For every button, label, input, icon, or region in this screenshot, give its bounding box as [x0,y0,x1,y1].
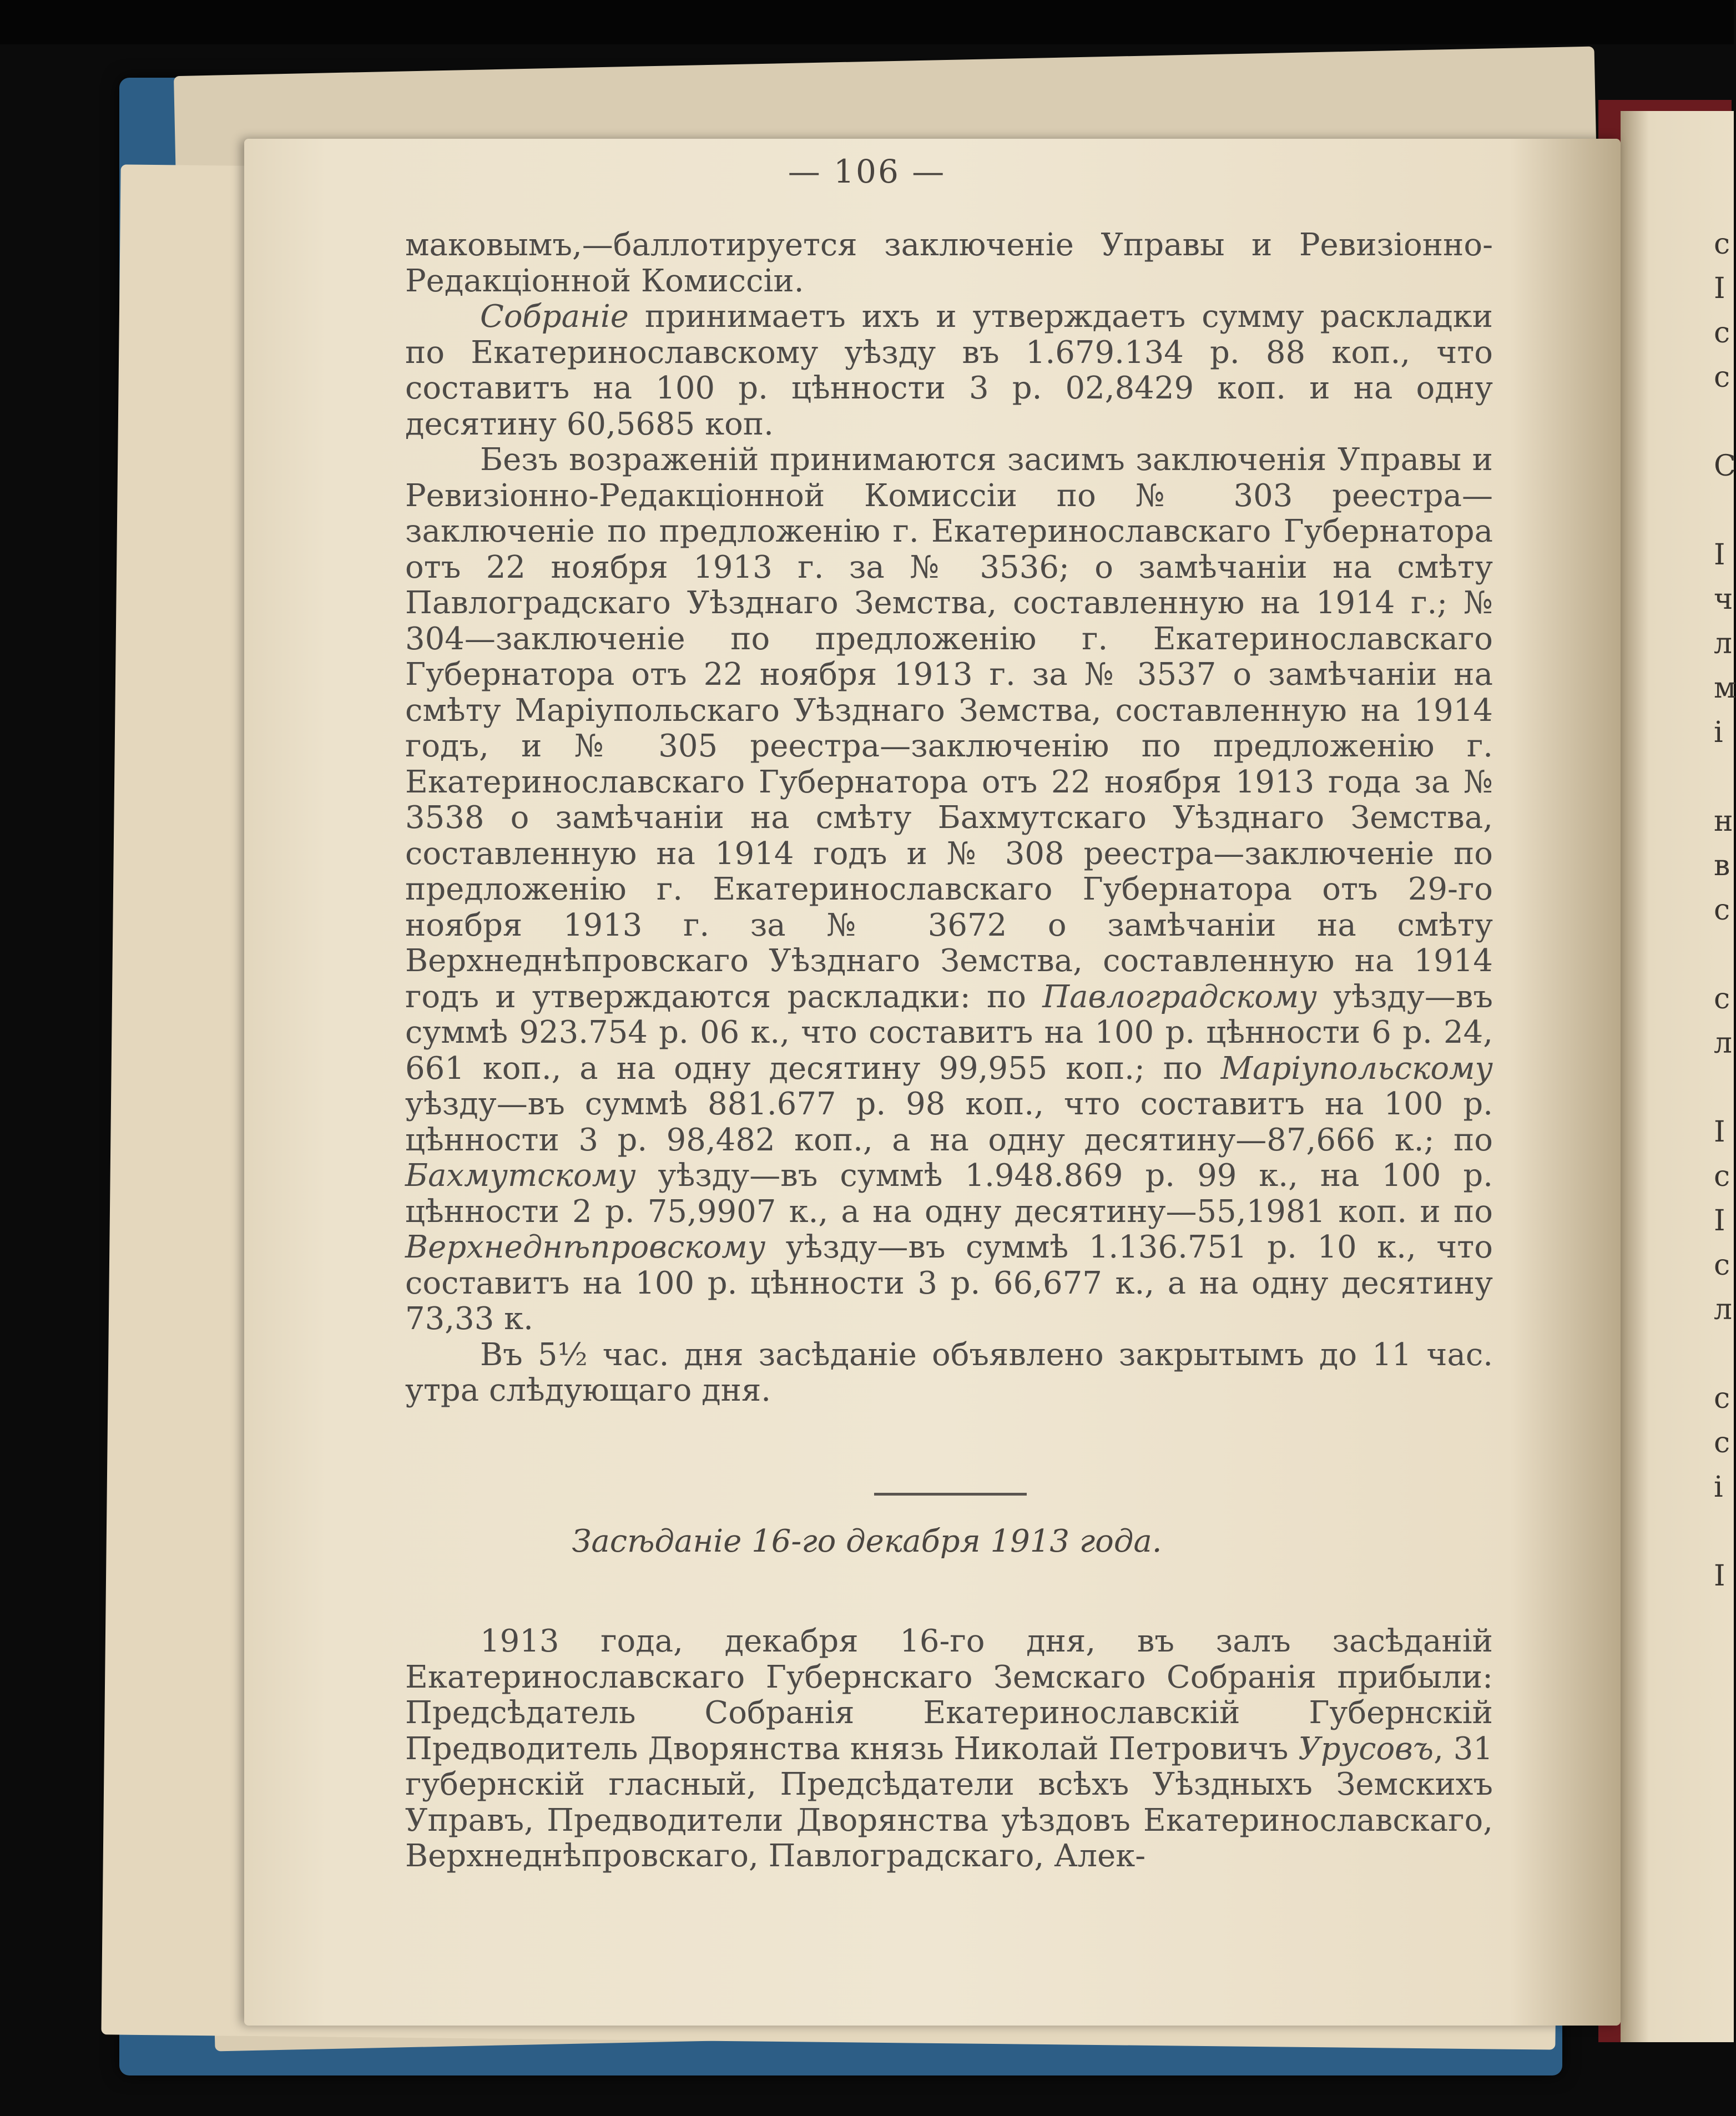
margin-letter [1714,488,1734,533]
margin-letter: с [1714,982,1730,1016]
margin-letter: С [1714,450,1736,483]
margin-letter: І [1714,272,1725,305]
margin-letter: І [1714,1204,1725,1238]
italic-text: Верхнеднѣпровскому [405,1229,766,1265]
text-run: Въ 5½ час. дня засѣданіе объявлено закрытымъ до 11 час. утра слѣдующаго дня. [405,1336,1493,1408]
body-text-bottom [405,1593,1493,1906]
text-run: маковымъ,—баллотируется заключеніе Управы и Ревизіонно-Редакціонной Комиссіи. [405,227,1493,299]
text-run: 1913 года, декабря 16-го дня, въ залъ засѣданій Екатеринославскаго Губернскаго Земскаго Собранія прибыли: Предсѣдатель Собранія Екатеринославскій Губернскій Предводитель Дворянства князь Николай Петровичъ [405,1623,1493,1767]
text-run: принимаетъ ихъ и утверждаетъ сумму раскладки по Екатеринославскому уѣзду въ 1.679.134 р. 88 коп., что составитъ на 100 р. цѣнности 3 р. 02,8429 коп. и на одну десятину 60,5685 коп. [405,299,1493,442]
italic-text: Бахмутскому [405,1158,636,1194]
text-run: уѣзду—въ суммѣ 923.754 р. 06 к., что составитъ на 100 р. цѣнности 6 р. 24, 661 коп., а на одну десятину 99,955 коп.; по [405,978,1493,1087]
text-run: Безъ возраженій принимаются засимъ заключенія Управы и Ревизіонно-Редакціонной Комиссіи по № 303 реестра—заключеніе по предложенію г. Екатеринославскаго Губернатора отъ 22 ноября 1913 г. за № 3536; о замѣчаніи на смѣту Павлоградскаго Уѣзднаго Земства, составленную на 1914 г.; № 304—заключеніе по предложенію г. Екатеринославскаго Губернатора отъ 22 ноября 1913 г. за № 3537 о замѣчаніи на смѣту Маріупольскаго Уѣзднаго Земства, составленную на 1914 годъ, и № 305 реестра—заключенію по предложенію г. Екатеринославскаго Губернатора отъ 22 ноября 1913 года за № 3538 о замѣчаніи на смѣту Бахмутскаго Уѣзднаго Земства, составленную на 1914 годъ и № 308 реестра—заключеніе по предложенію г. Екатеринославскаго Губернатора отъ 29-го ноября 1913 г. за № 3672 о замѣчаніи на смѣту Верхнеднѣпровскаго Уѣзднаго Земства, составленную на 1914 годъ и утверждаются раскладки: по [405,442,1493,1015]
margin-letter: в [1714,849,1730,882]
paragraph [405,1337,1493,1409]
paragraph [405,228,1493,299]
italic-text: Урусовъ [1298,1730,1434,1767]
margin-letter: с [1714,228,1730,261]
margin-letter: с [1714,893,1730,927]
margin-letter: І [1714,538,1725,572]
page-number: — 106 — [788,153,946,190]
italic-text: Павлоградскому [1042,978,1317,1015]
margin-letter: м [1714,671,1736,705]
body-text-top [405,228,1493,1409]
margin-letter: с [1714,361,1730,394]
margin-letter: л [1714,627,1733,660]
margin-letter: с [1714,1382,1730,1415]
margin-letter: л [1714,1293,1733,1326]
facing-page-margin-letters [1714,222,1734,1598]
text-run: уѣзду—въ суммѣ 881.677 р. 98 коп., что составитъ на 100 р. цѣнности 3 р. 98,482 коп., а на одну десятину—87,666 к.; по [405,1086,1493,1158]
italic-text: Собраніе [480,299,629,335]
section-heading: Засѣданіе 16-го декабря 1913 года. [572,1523,1162,1559]
scan-backdrop [0,0,1734,44]
margin-letter [1714,1065,1734,1110]
paragraph [405,1624,1493,1875]
margin-letter: І [1714,1115,1725,1149]
margin-letter: л [1714,1027,1733,1060]
margin-letter: н [1714,805,1733,838]
margin-letter: с [1714,1249,1730,1282]
margin-letter: ч [1714,583,1733,616]
margin-letter: і [1714,1471,1723,1504]
margin-letter [1714,755,1734,799]
margin-letter: І [1714,1559,1725,1593]
text-run: уѣзду—въ суммѣ 1.948.869 р. 99 к., на 100 р. цѣнности 2 р. 75,9907 к., а на одну десятину—55,1981 коп. и по [405,1158,1493,1230]
margin-letter [1714,1332,1734,1376]
paragraph [405,442,1493,1337]
paragraph [405,299,1493,442]
text-run: уѣзду—въ суммѣ 1.136.751 р. 10 к., что составитъ на 100 р. цѣнности 3 р. 66,677 к., а на одну десятину 73,33 к. [405,1229,1493,1337]
margin-letter [1714,400,1734,444]
section-divider [874,1493,1027,1496]
margin-letter: і [1714,716,1723,749]
margin-letter: с [1714,1426,1730,1460]
italic-text: Маріупольскому [1220,1050,1493,1087]
text-run: , 31 губернскій гласный, Предсѣдатели всѣхъ Уѣздныхъ Земскихъ Управъ, Предводители Дворянства уѣздовъ Екатеринославскаго, Верхнеднѣпровскаго, Павлоградскаго, Алек- [405,1730,1493,1874]
margin-letter: с [1714,316,1730,350]
margin-letter: с [1714,1160,1730,1193]
margin-letter [1714,1509,1734,1554]
margin-letter [1714,932,1734,977]
